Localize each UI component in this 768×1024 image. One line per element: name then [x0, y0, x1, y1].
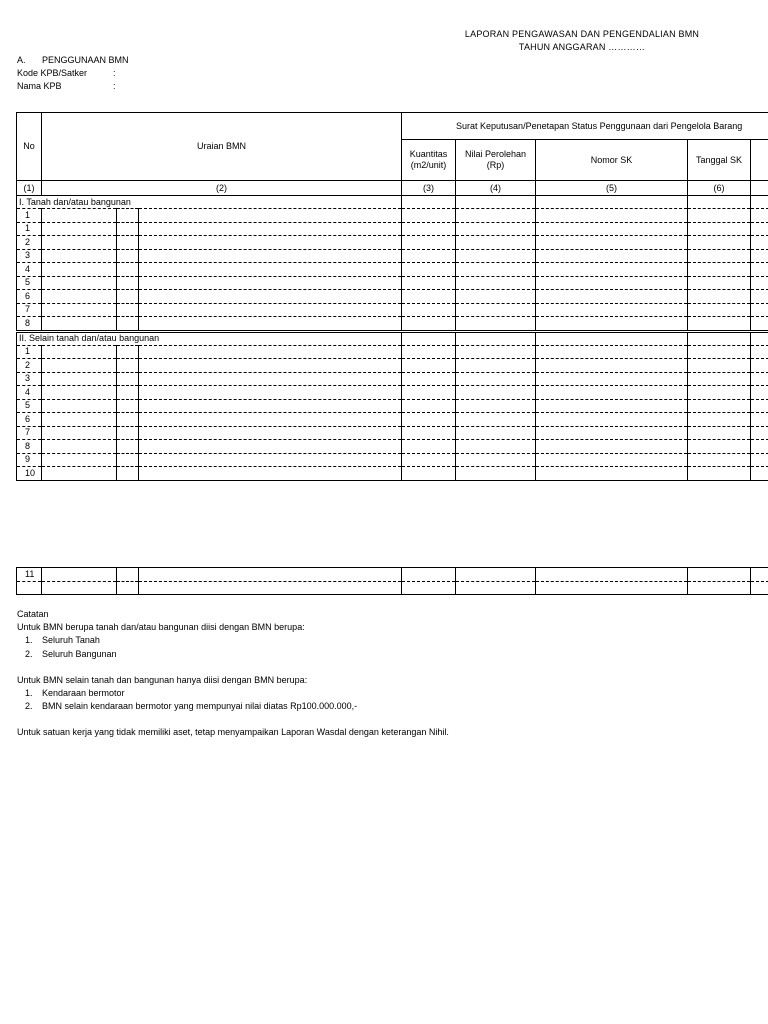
cell-kuantitas[interactable]	[402, 386, 456, 400]
cell-kuantitas[interactable]	[402, 317, 456, 332]
header-nilai-line2: (Rp)	[486, 160, 505, 170]
cell-extra[interactable]	[751, 467, 768, 481]
cell-uraian-b[interactable]	[117, 222, 139, 236]
cell-extra[interactable]	[751, 386, 768, 400]
cell-uraian-c[interactable]	[139, 386, 402, 400]
cell-uraian-c[interactable]	[139, 453, 402, 467]
cell-kuantitas[interactable]	[402, 372, 456, 386]
cell-uraian-b[interactable]	[117, 303, 139, 317]
row-number: 3	[17, 249, 42, 263]
cell-extra[interactable]	[751, 413, 768, 427]
table-row	[17, 581, 768, 595]
row-number: 8	[17, 440, 42, 454]
cell-nilai[interactable]	[456, 236, 536, 250]
column-number-row	[17, 181, 768, 196]
cell-uraian-c[interactable]	[139, 359, 402, 373]
cell-uraian-a[interactable]	[42, 440, 117, 454]
cell-kuantitas[interactable]	[402, 345, 456, 359]
cell-nomor-sk[interactable]	[536, 440, 688, 454]
cell-uraian-b[interactable]	[117, 276, 139, 290]
row-number	[17, 581, 42, 595]
section2-header-title: II. Selain tanah dan/atau bangunan	[17, 331, 402, 345]
cell-nilai[interactable]	[456, 467, 536, 481]
cell-uraian-a[interactable]	[42, 372, 117, 386]
cell-nomor-sk[interactable]	[536, 303, 688, 317]
cell-tanggal-sk[interactable]	[688, 568, 751, 582]
cell-uraian-b[interactable]	[117, 440, 139, 454]
row-number: 4	[17, 263, 42, 277]
table-row	[17, 290, 768, 304]
list-item-number: 2.	[25, 648, 33, 659]
cell-extra[interactable]	[751, 276, 768, 290]
cell-uraian-a[interactable]	[42, 399, 117, 413]
cell-extra[interactable]	[751, 568, 768, 582]
table-row	[17, 249, 768, 263]
cell-kuantitas[interactable]	[402, 581, 456, 595]
cell-uraian-a[interactable]	[42, 453, 117, 467]
cell-nilai[interactable]	[456, 276, 536, 290]
cell-nomor-sk[interactable]	[536, 426, 688, 440]
cell-tanggal-sk[interactable]	[688, 290, 751, 304]
cell-kuantitas[interactable]	[402, 467, 456, 481]
header-tanggal-sk: Tanggal SK	[688, 140, 751, 181]
cell-extra[interactable]	[751, 263, 768, 277]
cell-kuantitas[interactable]	[402, 359, 456, 373]
cell-uraian-b[interactable]	[117, 399, 139, 413]
nama-kpb-row	[17, 80, 129, 93]
cell-kuantitas[interactable]	[402, 440, 456, 454]
cell-uraian-a[interactable]	[42, 263, 117, 277]
header-uraian: Uraian BMN	[42, 113, 402, 181]
cell-nomor-sk[interactable]	[536, 372, 688, 386]
cell-nomor-sk[interactable]	[536, 568, 688, 582]
cell-kuantitas[interactable]	[402, 222, 456, 236]
list-item-text: Kendaraan bermotor	[42, 688, 125, 699]
cell-extra[interactable]	[751, 222, 768, 236]
header-extra	[751, 140, 768, 181]
cell-nilai[interactable]	[456, 222, 536, 236]
notes-heading: Catatan	[17, 609, 49, 619]
cell-uraian-b[interactable]	[117, 290, 139, 304]
cell-uraian-b[interactable]	[117, 372, 139, 386]
cell-uraian-c[interactable]	[139, 276, 402, 290]
row-number: 9	[17, 453, 42, 467]
kode-kpb-row	[17, 67, 129, 80]
cell-uraian-c[interactable]	[139, 399, 402, 413]
cell-nomor-sk[interactable]	[536, 413, 688, 427]
cell-uraian-c[interactable]	[139, 413, 402, 427]
row-number: 6	[17, 413, 42, 427]
cell-uraian-a[interactable]	[42, 568, 117, 582]
table-row	[17, 467, 768, 481]
cell-uraian-c[interactable]	[139, 249, 402, 263]
col-num-4: (4)	[456, 181, 536, 196]
cell-uraian-b[interactable]	[117, 568, 139, 582]
cell-tanggal-sk[interactable]	[688, 372, 751, 386]
section1-header	[17, 196, 768, 209]
cell-tanggal-sk[interactable]	[688, 359, 751, 373]
cell-nomor-sk[interactable]	[536, 453, 688, 467]
cell-uraian-c[interactable]	[139, 426, 402, 440]
cell-kuantitas	[402, 331, 456, 345]
cell-uraian-b[interactable]	[117, 359, 139, 373]
cell-nilai[interactable]	[456, 453, 536, 467]
cell-uraian-a[interactable]	[42, 249, 117, 263]
cell-uraian-c[interactable]	[139, 345, 402, 359]
cell-nomor-sk[interactable]	[536, 317, 688, 332]
table-row	[17, 399, 768, 413]
cell-uraian-c[interactable]	[139, 440, 402, 454]
cell-uraian-b[interactable]	[117, 209, 139, 223]
table-row	[17, 359, 768, 373]
cell-uraian-a[interactable]	[42, 386, 117, 400]
cell-uraian-a[interactable]	[42, 413, 117, 427]
cell-extra[interactable]	[751, 440, 768, 454]
cell-extra[interactable]	[751, 426, 768, 440]
cell-uraian-c[interactable]	[139, 290, 402, 304]
list-item-number: 2.	[25, 701, 33, 712]
cell-nilai[interactable]	[456, 386, 536, 400]
cell-kuantitas[interactable]	[402, 290, 456, 304]
cell-nomor-sk	[536, 196, 688, 209]
cell-uraian-c[interactable]	[139, 467, 402, 481]
table-row	[17, 317, 768, 332]
cell-tanggal-sk[interactable]	[688, 263, 751, 277]
table-row	[17, 440, 768, 454]
cell-extra[interactable]	[751, 317, 768, 332]
list-item	[17, 687, 449, 700]
cell-nilai[interactable]	[456, 399, 536, 413]
cell-nilai	[456, 196, 536, 209]
cell-tanggal-sk	[688, 196, 751, 209]
cell-extra[interactable]	[751, 359, 768, 373]
cell-tanggal-sk[interactable]	[688, 453, 751, 467]
list-item-text: BMN selain kendaraan bermotor yang mempunyai nilai diatas Rp100.000.000,-	[42, 701, 358, 712]
cell-nomor-sk[interactable]	[536, 467, 688, 481]
cell-nilai[interactable]	[456, 426, 536, 440]
header-sk-group: Surat Keputusan/Penetapan Status Penggunaan dari Pengelola Barang	[402, 113, 768, 140]
cell-tanggal-sk[interactable]	[688, 581, 751, 595]
list-item-number: 1.	[25, 635, 33, 646]
cell-kuantitas[interactable]	[402, 399, 456, 413]
cell-kuantitas[interactable]	[402, 276, 456, 290]
cell-nomor-sk[interactable]	[536, 581, 688, 595]
cell-uraian-a[interactable]	[42, 209, 117, 223]
section1-header-title: I. Tanah dan/atau bangunan	[17, 196, 402, 209]
cell-uraian-a[interactable]	[42, 303, 117, 317]
table-row	[17, 386, 768, 400]
row-number: 6	[17, 290, 42, 304]
cell-uraian-a[interactable]	[42, 359, 117, 373]
cell-uraian-a[interactable]	[42, 222, 117, 236]
cell-uraian-c[interactable]	[139, 222, 402, 236]
cell-tanggal-sk[interactable]	[688, 345, 751, 359]
list-item	[17, 700, 449, 713]
cell-tanggal-sk[interactable]	[688, 209, 751, 223]
cell-uraian-c[interactable]	[139, 581, 402, 595]
row-number: 3	[17, 372, 42, 386]
table-row	[17, 276, 768, 290]
row-number: 7	[17, 426, 42, 440]
cell-extra[interactable]	[751, 453, 768, 467]
table-row	[17, 426, 768, 440]
header-kuantitas-line2: (m2/unit)	[410, 160, 447, 170]
cell-uraian-a[interactable]	[42, 467, 117, 481]
row-number: 5	[17, 276, 42, 290]
cell-nilai[interactable]	[456, 263, 536, 277]
cell-uraian-a[interactable]	[42, 317, 117, 332]
notes-p1: Untuk BMN berupa tanah dan/atau bangunan diisi dengan BMN berupa:	[17, 622, 305, 633]
row-number: 8	[17, 317, 42, 332]
cell-nilai[interactable]	[456, 581, 536, 595]
cell-uraian-a[interactable]	[42, 581, 117, 595]
list-item-text: Seluruh Bangunan	[42, 648, 117, 659]
cell-nomor-sk[interactable]	[536, 209, 688, 223]
cell-nilai[interactable]	[456, 413, 536, 427]
cell-nomor-sk[interactable]	[536, 386, 688, 400]
cell-nomor-sk[interactable]	[536, 399, 688, 413]
section-a-heading	[17, 54, 129, 67]
header-nilai-line1: Nilai Perolehan	[464, 149, 527, 159]
cell-nilai[interactable]	[456, 209, 536, 223]
header-nomor-sk: Nomor SK	[536, 140, 688, 181]
table-row	[17, 453, 768, 467]
cell-extra[interactable]	[751, 372, 768, 386]
cell-tanggal-sk[interactable]	[688, 386, 751, 400]
row-number: 2	[17, 236, 42, 250]
cell-nomor-sk[interactable]	[536, 249, 688, 263]
table-row	[17, 303, 768, 317]
col-num-1: (1)	[17, 181, 42, 196]
cell-tanggal-sk[interactable]	[688, 317, 751, 332]
cell-tanggal-sk[interactable]	[688, 303, 751, 317]
row-number: 5	[17, 399, 42, 413]
row-number: 1	[17, 345, 42, 359]
report-title-line2: TAHUN ANGGARAN …………	[518, 42, 646, 52]
cell-nomor-sk[interactable]	[536, 222, 688, 236]
cell-nomor-sk[interactable]	[536, 276, 688, 290]
section-a-meta	[17, 54, 129, 93]
cell-tanggal-sk[interactable]	[688, 426, 751, 440]
cell-kuantitas[interactable]	[402, 426, 456, 440]
header-kuantitas-line1: Kuantitas	[409, 149, 448, 159]
table-row	[17, 568, 768, 582]
cell-uraian-a[interactable]	[42, 236, 117, 250]
cell-uraian-b[interactable]	[117, 249, 139, 263]
cell-uraian-c[interactable]	[139, 568, 402, 582]
cell-tanggal-sk	[688, 331, 751, 345]
col-num-6: (6)	[688, 181, 751, 196]
row-number: 4	[17, 386, 42, 400]
cell-kuantitas[interactable]	[402, 209, 456, 223]
cell-nilai[interactable]	[456, 303, 536, 317]
cell-tanggal-sk[interactable]	[688, 236, 751, 250]
report-title-line1: LAPORAN PENGAWASAN DAN PENGENDALIAN BMN	[464, 29, 700, 39]
cell-uraian-b[interactable]	[117, 236, 139, 250]
cell-tanggal-sk[interactable]	[688, 276, 751, 290]
cell-uraian-b[interactable]	[117, 453, 139, 467]
cell-extra[interactable]	[751, 236, 768, 250]
notes-p3: Untuk satuan kerja yang tidak memiliki aset, tetap menyampaikan Laporan Wasdal dengan keterangan Nihil.	[17, 727, 449, 738]
table-row	[17, 209, 768, 223]
cell-uraian-b[interactable]	[117, 426, 139, 440]
row-number: 11	[17, 568, 42, 582]
cell-extra[interactable]	[751, 290, 768, 304]
cell-nilai[interactable]	[456, 290, 536, 304]
table-row	[17, 413, 768, 427]
cell-kuantitas[interactable]	[402, 303, 456, 317]
cell-nomor-sk[interactable]	[536, 359, 688, 373]
cell-uraian-b[interactable]	[117, 386, 139, 400]
cell-extra[interactable]	[751, 209, 768, 223]
cell-uraian-a[interactable]	[42, 345, 117, 359]
cell-nomor-sk	[536, 331, 688, 345]
cell-nomor-sk[interactable]	[536, 345, 688, 359]
cell-uraian-b[interactable]	[117, 317, 139, 332]
cell-nilai[interactable]	[456, 317, 536, 332]
cell-kuantitas[interactable]	[402, 453, 456, 467]
cell-tanggal-sk[interactable]	[688, 467, 751, 481]
cell-uraian-b[interactable]	[117, 345, 139, 359]
cell-nomor-sk[interactable]	[536, 236, 688, 250]
row-number: 1	[17, 222, 42, 236]
table-row	[17, 236, 768, 250]
kode-kpb-sep: :	[113, 68, 116, 78]
bmn-table-container	[16, 112, 768, 484]
cell-extra	[751, 331, 768, 345]
row-number: 10	[17, 467, 42, 481]
cell-uraian-b[interactable]	[117, 581, 139, 595]
list-item-text: Seluruh Tanah	[42, 635, 100, 646]
cell-extra[interactable]	[751, 249, 768, 263]
cell-nomor-sk[interactable]	[536, 290, 688, 304]
cell-uraian-c[interactable]	[139, 317, 402, 332]
cell-uraian-c[interactable]	[139, 303, 402, 317]
cell-extra	[751, 196, 768, 209]
report-title	[452, 28, 712, 54]
cell-tanggal-sk[interactable]	[688, 440, 751, 454]
cell-uraian-a[interactable]	[42, 276, 117, 290]
nama-kpb-label: Nama KPB	[17, 81, 62, 91]
row-number: 1	[17, 209, 42, 223]
cell-kuantitas[interactable]	[402, 568, 456, 582]
col-num-extra	[751, 181, 768, 196]
cell-uraian-a[interactable]	[42, 426, 117, 440]
kode-kpb-label: Kode KPB/Satker	[17, 68, 88, 78]
header-no: No	[17, 113, 42, 181]
bmn-table	[16, 112, 768, 481]
cell-tanggal-sk[interactable]	[688, 399, 751, 413]
row-number: 7	[17, 303, 42, 317]
cell-kuantitas[interactable]	[402, 263, 456, 277]
cell-nilai	[456, 331, 536, 345]
cell-uraian-b[interactable]	[117, 263, 139, 277]
list-item	[17, 634, 449, 647]
cell-uraian-c[interactable]	[139, 372, 402, 386]
cell-kuantitas	[402, 196, 456, 209]
table-row	[17, 345, 768, 359]
nama-kpb-sep: :	[113, 81, 116, 91]
notes-block	[17, 608, 449, 740]
cell-nilai[interactable]	[456, 568, 536, 582]
list-item-number: 1.	[25, 688, 33, 699]
cell-tanggal-sk[interactable]	[688, 222, 751, 236]
col-num-2: (2)	[42, 181, 402, 196]
cell-extra[interactable]	[751, 345, 768, 359]
cell-uraian-c[interactable]	[139, 263, 402, 277]
cell-nilai[interactable]	[456, 345, 536, 359]
table-row	[17, 372, 768, 386]
cell-uraian-b[interactable]	[117, 413, 139, 427]
header-kuantitas	[402, 140, 456, 181]
section2-header	[17, 331, 768, 345]
cell-uraian-c[interactable]	[139, 209, 402, 223]
cell-nomor-sk[interactable]	[536, 263, 688, 277]
cell-uraian-c[interactable]	[139, 236, 402, 250]
cell-nilai[interactable]	[456, 249, 536, 263]
col-num-5: (5)	[536, 181, 688, 196]
section-a-number: A.	[17, 55, 26, 65]
cell-extra[interactable]	[751, 303, 768, 317]
col-num-3: (3)	[402, 181, 456, 196]
cell-extra[interactable]	[751, 581, 768, 595]
bmn-table-extra-container	[16, 567, 768, 595]
cell-kuantitas[interactable]	[402, 249, 456, 263]
notes-p2: Untuk BMN selain tanah dan bangunan hanya diisi dengan BMN berupa:	[17, 674, 308, 685]
bmn-table-extra	[16, 567, 768, 595]
table-row	[17, 263, 768, 277]
cell-nilai[interactable]	[456, 359, 536, 373]
cell-extra[interactable]	[751, 399, 768, 413]
cell-kuantitas[interactable]	[402, 236, 456, 250]
cell-tanggal-sk[interactable]	[688, 249, 751, 263]
table-row	[17, 222, 768, 236]
header-nilai	[456, 140, 536, 181]
list-item	[17, 648, 449, 661]
cell-nilai[interactable]	[456, 372, 536, 386]
cell-kuantitas[interactable]	[402, 413, 456, 427]
cell-uraian-a[interactable]	[42, 290, 117, 304]
section-a-label: PENGGUNAAN BMN	[42, 55, 129, 65]
cell-tanggal-sk[interactable]	[688, 413, 751, 427]
cell-uraian-b[interactable]	[117, 467, 139, 481]
row-number: 2	[17, 359, 42, 373]
cell-nilai[interactable]	[456, 440, 536, 454]
